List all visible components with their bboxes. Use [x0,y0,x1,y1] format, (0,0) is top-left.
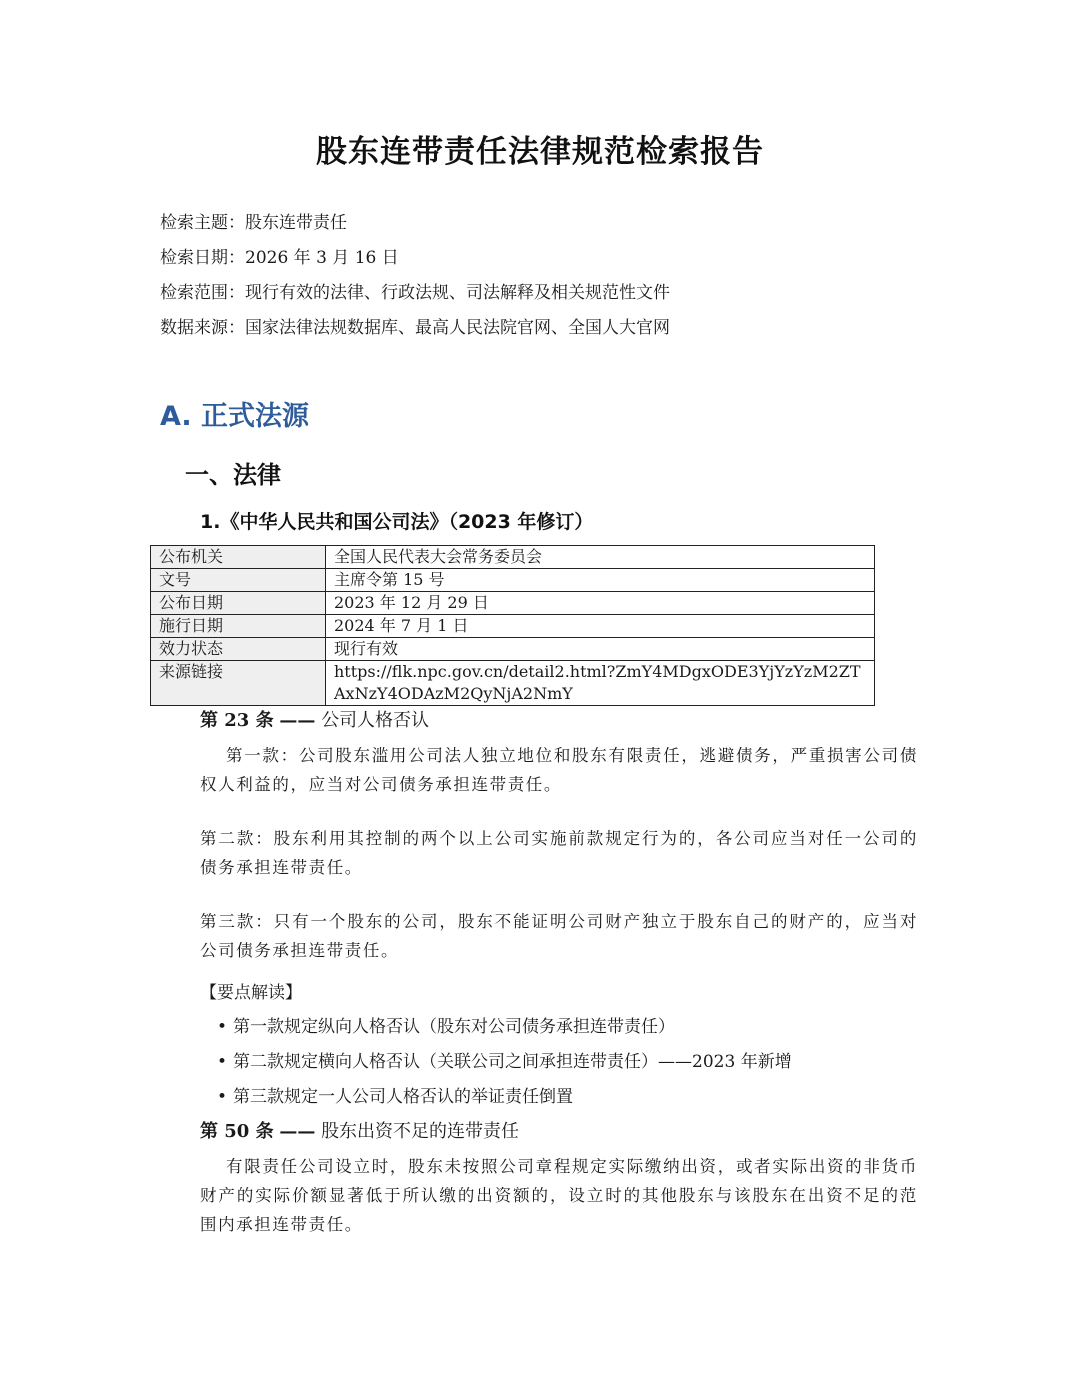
list-item [217,1080,792,1115]
article-dash: —— [279,710,316,731]
report-meta [160,206,670,346]
bullet-icon: • [217,1052,228,1072]
table-row [151,592,875,615]
article-50-clause: 有限责任公司设立时，股东未按照公司章程规定实际缴纳出资，或者实际出资的非货币财产的实际价额显著低于所认缴的出资额的，设立时的其他股东与该股东在出资不足的范围内承担连带责任。 [200,1157,918,1234]
meta-topic: 检索主题：股东连带责任 [160,213,347,233]
table-value: 主席令第 15 号 [326,569,875,592]
article-23-clause-3: 第三款：只有一个股东的公司，股东不能证明公司财产独立于股东自己的财产的，应当对公司债务承担连带责任。 [200,912,918,960]
article-dash: —— [279,1121,316,1142]
article-23-heading [200,706,429,732]
key-points-list [217,1010,792,1115]
article-number: 第 50 条 [200,1121,274,1142]
section-heading-a: A. 正式法源 [160,401,310,432]
article-name: 公司人格否认 [321,710,430,731]
article-number: 第 23 条 [200,710,274,731]
article-23-clause-2: 第二款：股东利用其控制的两个以上公司实施前款规定行为的，各公司应当对任一公司的债务承担连带责任。 [200,829,918,877]
source-link[interactable]: https://flk.npc.gov.cn/detail2.html?ZmY4MDgxODE3YjYzYzM2ZTAxNzY4ODAzM2QyNjA2NmY [326,661,875,706]
table-row [151,546,875,569]
list-item-text: 第一款规定纵向人格否认（股东对公司债务承担连带责任） [233,1017,676,1037]
table-value: 2024 年 7 月 1 日 [326,615,875,638]
law-info-table [150,545,875,706]
table-key: 效力状态 [151,638,326,661]
table-key: 来源链接 [151,661,326,706]
table-key: 公布日期 [151,592,326,615]
table-value: 全国人民代表大会常务委员会 [326,546,875,569]
table-value: 2023 年 12 月 29 日 [326,592,875,615]
table-key: 文号 [151,569,326,592]
report-title: 股东连带责任法律规范检索报告 [316,134,764,170]
key-points-title: 【要点解读】 [200,983,302,1003]
table-row [151,569,875,592]
table-row [151,661,875,706]
meta-date: 检索日期：2026 年 3 月 16 日 [160,248,399,268]
bullet-icon: • [217,1017,228,1037]
list-item [217,1045,792,1080]
table-key: 公布机关 [151,546,326,569]
list-item-text: 第三款规定一人公司人格否认的举证责任倒置 [233,1087,574,1107]
list-item-text: 第二款规定横向人格否认（关联公司之间承担连带责任）——2023 年新增 [233,1052,792,1072]
article-23-clause-1: 第一款：公司股东滥用公司法人独立地位和股东有限责任，逃避债务，严重损害公司债权人利益的，应当对公司债务承担连带责任。 [200,746,918,794]
table-key: 施行日期 [151,615,326,638]
table-value: 现行有效 [326,638,875,661]
meta-scope: 检索范围：现行有效的法律、行政法规、司法解释及相关规范性文件 [160,283,670,303]
article-name: 股东出资不足的连带责任 [321,1121,520,1142]
law-title: 1.《中华人民共和国公司法》（2023 年修订） [200,511,594,533]
section-heading-laws: 一、法律 [185,461,281,489]
list-item [217,1010,792,1045]
table-row [151,615,875,638]
article-50-heading [200,1117,519,1143]
table-row [151,638,875,661]
bullet-icon: • [217,1087,228,1107]
meta-source: 数据来源：国家法律法规数据库、最高人民法院官网、全国人大官网 [160,318,670,338]
